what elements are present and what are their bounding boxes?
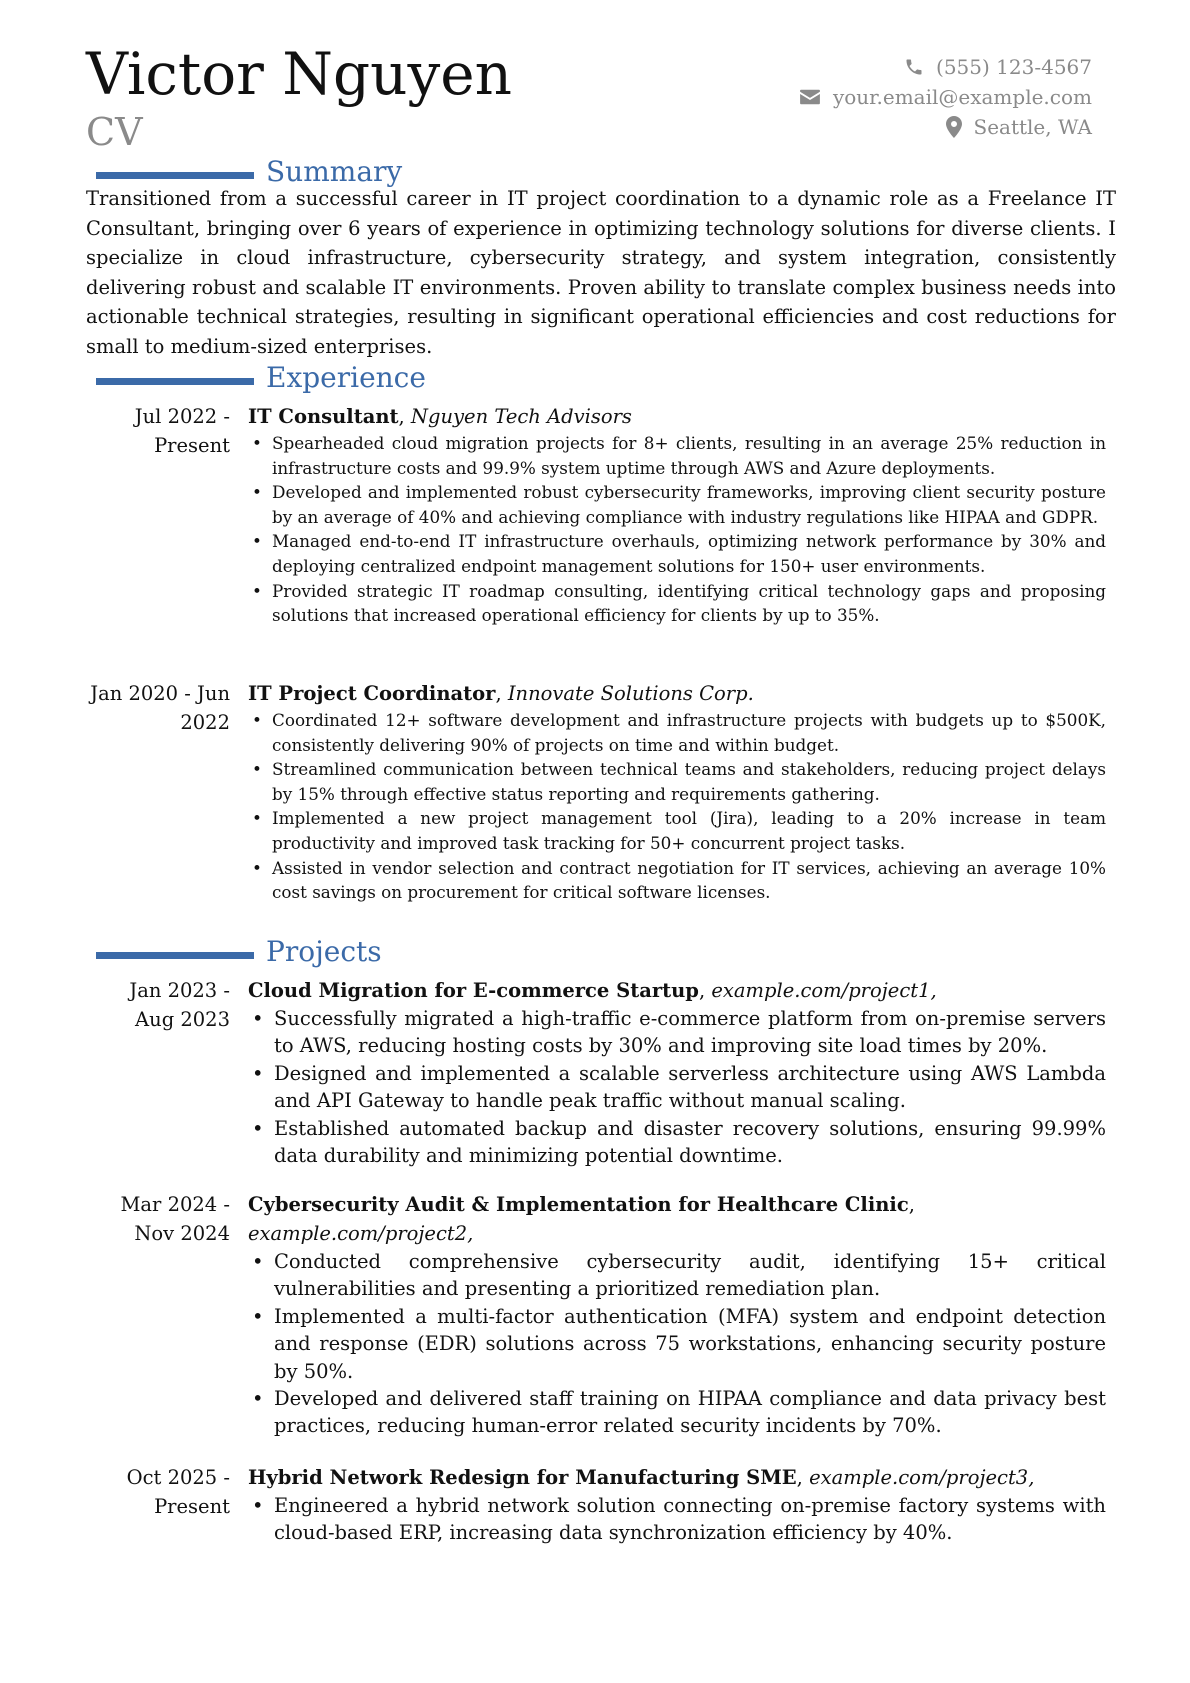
entry-separator: , [796, 1466, 810, 1489]
project-link[interactable]: example.com/project2, [248, 1222, 474, 1245]
bullet-item: • Spearheaded cloud migration projects for 8+ clients, resulting in an average 25% reduction in infrastructure costs and 99.9% system uptime through AWS and Azure deployments. [248, 431, 1106, 480]
entry-title [248, 402, 1106, 431]
entry-organization: Nguyen Tech Advisors [410, 405, 632, 428]
bullet-item: • Assisted in vendor selection and contract negotiation for IT services, achieving an average 10% cost savings on procurement for critical software licenses. [248, 856, 1106, 905]
contact-phone [799, 52, 1092, 82]
entry-bullets [248, 431, 1106, 628]
entry-title [248, 1190, 1106, 1248]
bullet-item: • Successfully migrated a high-traffic e-commerce platform from on-premise servers to AWS, reducing hosting costs by 30% and improving site load times by 20%. [248, 1005, 1106, 1060]
candidate-name: Victor Nguyen [86, 40, 512, 108]
entry-body [248, 976, 1106, 1190]
map-pin-icon [946, 116, 962, 138]
entry-title [248, 679, 1106, 708]
bullet-item: • Managed end-to-end IT infrastructure overhauls, optimizing network performance by 30% and deploying centralized endpoint management solutions for 150+ user environments. [248, 529, 1106, 578]
section-accent-bar [96, 172, 254, 179]
section-accent-bar [96, 952, 254, 959]
projects-section-header [86, 934, 1086, 970]
entry-date: Jan 2020 - Jun 2022 [90, 682, 230, 734]
entry-date: Jan 2023 - Aug 2023 [129, 979, 230, 1031]
entry-bullets [248, 1492, 1106, 1547]
entry-bullets [248, 1248, 1106, 1440]
bullet-item: • Implemented a new project management tool (Jira), leading to a 20% increase in team productivity and improved task tracking for 50+ concurrent project tasks. [248, 806, 1106, 855]
email-link[interactable]: your.email@example.com [832, 85, 1092, 109]
entry-date: Oct 2025 - Present [126, 1466, 230, 1518]
envelope-icon [799, 88, 821, 106]
bullet-item: • Streamlined communication between technical teams and stakeholders, reducing project delays by 15% through effective status reporting and requirements gathering. [248, 757, 1106, 806]
experience-entry [86, 402, 1106, 679]
contact-block [799, 52, 1092, 142]
bullet-item: • Coordinated 12+ software development and infrastructure projects with budgets up to $500K, consistently delivering 90% of projects on time and within budget. [248, 708, 1106, 757]
bullet-item: • Provided strategic IT roadmap consulting, identifying critical technology gaps and proposing solutions that increased operational efficiency for clients by up to 35%. [248, 579, 1106, 628]
section-title-projects: Projects [266, 935, 382, 968]
entry-separator: , [908, 1193, 915, 1216]
entry-separator: , [698, 979, 712, 1002]
bullet-item: • Engineered a hybrid network solution connecting on-premise factory systems with cloud-based ERP, increasing data synchronization efficiency by 40%. [248, 1492, 1106, 1547]
entry-organization: Innovate Solutions Corp. [507, 682, 754, 705]
entry-title [248, 976, 1106, 1005]
bullet-item: • Developed and implemented robust cybersecurity frameworks, improving client security posture by an average of 40% and achieving compliance with industry regulations like HIPAA and GDPR. [248, 480, 1106, 529]
project-link[interactable]: example.com/project1, [711, 979, 937, 1002]
contact-location [799, 112, 1092, 142]
entry-role: Cybersecurity Audit & Implementation for Healthcare Clinic [248, 1193, 909, 1216]
entry-separator: , [495, 682, 508, 705]
bullet-item: • Designed and implemented a scalable serverless architecture using AWS Lambda and API Gateway to handle peak traffic without manual scaling. [248, 1060, 1106, 1115]
entry-role: IT Consultant [248, 405, 399, 428]
contact-email [799, 82, 1092, 112]
experience-list [86, 402, 1106, 929]
entry-separator: , [398, 405, 411, 428]
section-title-summary: Summary [266, 155, 403, 188]
entry-bullets [248, 708, 1106, 905]
experience-section-header [86, 360, 1086, 396]
entry-date: Mar 2024 - Nov 2024 [120, 1193, 230, 1245]
project-entry [86, 976, 1106, 1190]
bullet-item: • Implemented a multi-factor authentication (MFA) system and endpoint detection and response (EDR) solutions across 75 workstations, enhancing security posture by 50%. [248, 1303, 1106, 1385]
section-accent-bar [96, 378, 254, 385]
entry-body [248, 1463, 1106, 1563]
phone-icon [904, 57, 924, 77]
entry-body [248, 402, 1106, 679]
summary-text: Transitioned from a successful career in IT project coordination to a dynamic role as a Freelance IT Consultant, bringing over 6 years of experience in optimizing technology solutions for diverse clients. I specialize in cloud infrastructure, cybersecurity strategy, and system integration, consistently delivering robust and scalable IT environments. Proven ability to translate complex business needs into actionable technical strategies, resulting in significant operational efficiencies and cost reductions for small to medium-sized enterprises. [86, 187, 1116, 358]
project-link[interactable]: example.com/project3, [809, 1466, 1035, 1489]
entry-bullets [248, 1005, 1106, 1169]
project-entry [86, 1463, 1106, 1563]
bullet-item: • Developed and delivered staff training on HIPAA compliance and data privacy best practices, reducing human-error related security incidents by 70%. [248, 1385, 1106, 1440]
entry-body [248, 679, 1106, 929]
document-subtitle: CV [86, 110, 143, 154]
bullet-item: • Conducted comprehensive cybersecurity audit, identifying 15+ critical vulnerabilities and presenting a prioritized remediation plan. [248, 1248, 1106, 1303]
experience-entry [86, 679, 1106, 929]
section-title-experience: Experience [266, 361, 426, 394]
location-text: Seattle, WA [973, 115, 1092, 139]
bullet-item: • Established automated backup and disaster recovery solutions, ensuring 99.99% data durability and minimizing potential downtime. [248, 1115, 1106, 1170]
entry-body [248, 1190, 1106, 1463]
projects-list [86, 976, 1106, 1563]
phone-text: (555) 123-4567 [936, 55, 1092, 79]
entry-title [248, 1463, 1106, 1492]
entry-role: Hybrid Network Redesign for Manufacturing SME [248, 1466, 797, 1489]
entry-date: Jul 2022 - Present [134, 405, 230, 457]
project-entry [86, 1190, 1106, 1463]
entry-role: IT Project Coordinator [248, 682, 496, 705]
entry-role: Cloud Migration for E-commerce Startup [248, 979, 699, 1002]
